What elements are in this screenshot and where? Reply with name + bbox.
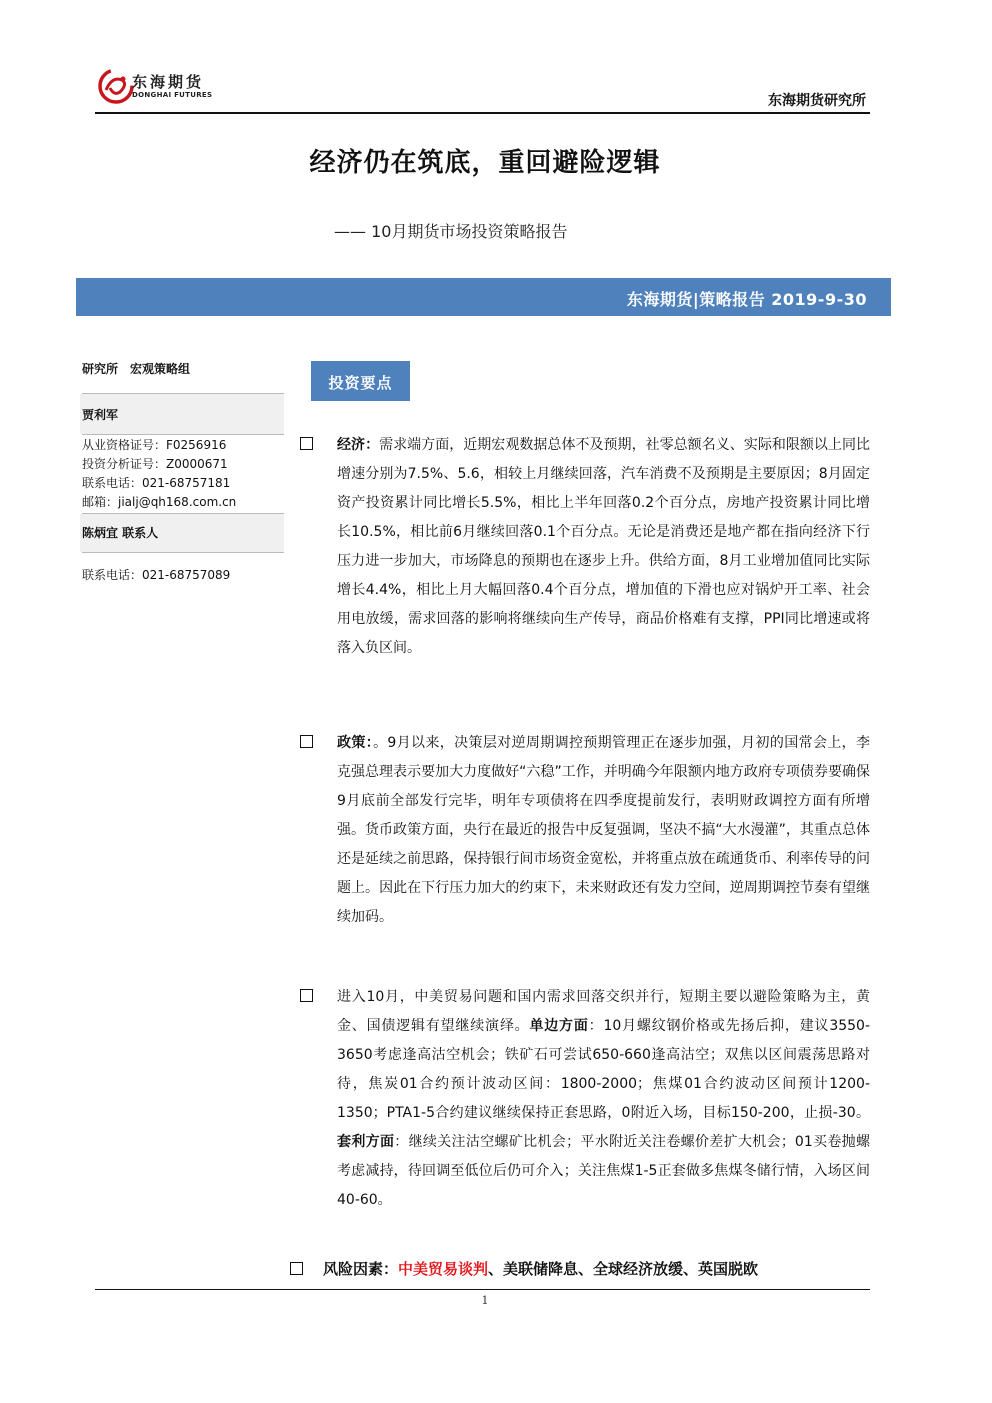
header-divider [95, 112, 870, 114]
analyst-name: 贾利军 [82, 408, 119, 422]
economy-label: 经济 [337, 437, 366, 453]
policy-text: 。9月以来，决策层对逆周期调控预期管理正在逐步加强，月初的国常会上，李克强总理表示要加大力度做好“六稳”工作，并明确今年限额内地方政府专项债券要确保9月底前全部发行完毕，明年专项债将在四季度提前发行，表明财政调控方面有所增强。货币政策方面，央行在最近的报告中反复强调，坚决不搞“大水漫灌”，其重点总体还是延续之前思路，保持银行间市场资金宽松，并将重点放在疏通货币、利率传导的问题上。因此在下行压力加大的约束下，未来财政还有发力空间，逆周期调控节奏有望继续加码。 [337, 735, 871, 925]
economy-paragraph: 经济：需求端方面，近期宏观数据总体不及预期，社零总额名义、实际和限额以上同比增速分别为7.5%、5.6，相较上月继续回落，汽车消费不及预期是主要原因；8月固定资产投资累计同比增长5.5%，相比上半年回落0.2个百分点，房地产投资累计同比增长10.5%，相比前6月继续回落0.1个百分点。无论是消费还是地产都在指向经济下行压力进一步加大，市场降息的预期也在逐步上升。供给方面，8月工业增加值同比实际增长4.4%，相比上月大幅回落0.4个百分点，增加值的下滑也应对锅炉开工率、社会用电放缓，需求回落的影响将继续向生产传导，商品价格难有支撑，PPI同比增速或将落入负区间。 [337, 437, 871, 656]
strategy-section [300, 983, 870, 1223]
strategy-intro: 进入10月，中美贸易问题和国内需求回落交织并行，短期主要以避险策略为主，黄金、国债逻辑有望继续演绎。 [337, 989, 870, 1034]
checkbox-bullet-icon [300, 989, 313, 1002]
policy-label: 政策 [337, 735, 366, 751]
risk-rest: 、美联储降息、全球经济放缓、英国脱欧 [488, 1260, 759, 1278]
logo-english-name: DONGHAI FUTURES [132, 91, 213, 99]
analyst-investment-license: 投资分析证号：Z0000671 [82, 457, 228, 471]
contact-phone: 联系电话：021-68757089 [82, 568, 231, 582]
analyst-license: 从业资格证号：F0256916 [82, 438, 227, 452]
key-points-badge [311, 361, 410, 401]
policy-paragraph: 政策：。9月以来，决策层对逆周期调控预期管理正在逐步加强，月初的国常会上，李克强总理表示要加大力度做好“六稳”工作，并明确今年限额内地方政府专项债券要确保9月底前全部发行完毕，明年专项债将在四季度提前发行，表明财政调控方面有所增强。货币政策方面，央行在最近的报告中反复强调，坚决不搞“大水漫灌”，其重点总体还是延续之前思路，保持银行间市场资金宽松，并将重点放在疏通货币、利率传导的问题上。因此在下行压力加大的约束下，未来财政还有发力空间，逆周期调控节奏有望继续加码。 [337, 735, 871, 925]
report-type-date: 东海期货|策略报告 2019-9-30 [626, 290, 867, 309]
page-number: 1 [481, 1294, 489, 1307]
economy-section [300, 431, 870, 711]
footer-divider [95, 1289, 870, 1290]
report-info-band [76, 278, 891, 316]
company-logo [96, 66, 236, 108]
single-side-label: 单边方面 [529, 1018, 589, 1034]
strategy-paragraph [337, 983, 870, 1215]
contact-name: 陈炳宜 联系人 [82, 526, 159, 540]
arbitrage-text: ：继续关注沽空螺矿比机会；平水附近关注卷螺价差扩大机会；01买卷抛螺考虑减持，待回调至低位后仍可介入；关注焦煤1-5正套做多焦煤冬储行情，入场区间40-60。 [337, 1134, 871, 1208]
department: 研究所 宏观策略组 [82, 362, 191, 376]
economy-text: 需求端方面，近期宏观数据总体不及预期，社零总额名义、实际和限额以上同比增速分别为7.5%、5.6，相较上月继续回落，汽车消费不及预期是主要原因；8月固定资产投资累计同比增长5.5%，相比上半年回落0.2个百分点，房地产投资累计同比增长10.5%，相比前6月继续回落0.1个百分点。无论是消费还是地产都在指向经济下行压力进一步加大，市场降息的预期也在逐步上升。供给方面，8月工业增加值同比实际增长4.4%，相比上月大幅回落0.4个百分点，增加值的下滑也应对锅炉开工率、社会用电放缓，需求回落的影响将继续向生产传导，商品价格难有支撑，PPI同比增速或将落入负区间。 [337, 437, 871, 656]
policy-section [300, 729, 870, 949]
single-side-text: ：10月螺纹钢价格或先扬后抑，建议3550-3650考虑逢高沽空机会；铁矿石可尝试650-660逢高沽空；双焦以区间震荡思路对待，焦炭01合约预计波动区间：1800-2000；焦煤01合约波动区间预计1200-1350；PTA1-5合约建议继续保持正套思路，0附近入场，目标150-200，止损-30。 [337, 1018, 871, 1121]
header-institute: 东海期货研究所 [768, 93, 866, 109]
logo-chinese-name: 东海期货 [132, 73, 205, 91]
risk-line [323, 1258, 758, 1279]
checkbox-bullet-icon [300, 735, 313, 748]
risk-highlight: 中美贸易谈判 [398, 1260, 489, 1278]
risk-section [290, 1258, 870, 1282]
dragon-logo-icon [96, 66, 136, 106]
report-subtitle: —— 10月期货市场投资策略报告 [334, 222, 568, 241]
sidebar-divider [82, 434, 284, 435]
risk-label: 风险因素： [323, 1260, 399, 1278]
checkbox-bullet-icon [290, 1262, 303, 1275]
report-title: 经济仍在筑底，重回避险逻辑 [309, 148, 661, 178]
sidebar-divider [82, 552, 284, 553]
analyst-email[interactable]: 邮箱：jialj@qh168.com.cn [82, 495, 237, 509]
arbitrage-label: 套利方面 [337, 1134, 395, 1150]
checkbox-bullet-icon [300, 437, 313, 450]
analyst-phone: 联系电话：021-68757181 [82, 476, 231, 490]
key-points-label: 投资要点 [328, 374, 393, 392]
